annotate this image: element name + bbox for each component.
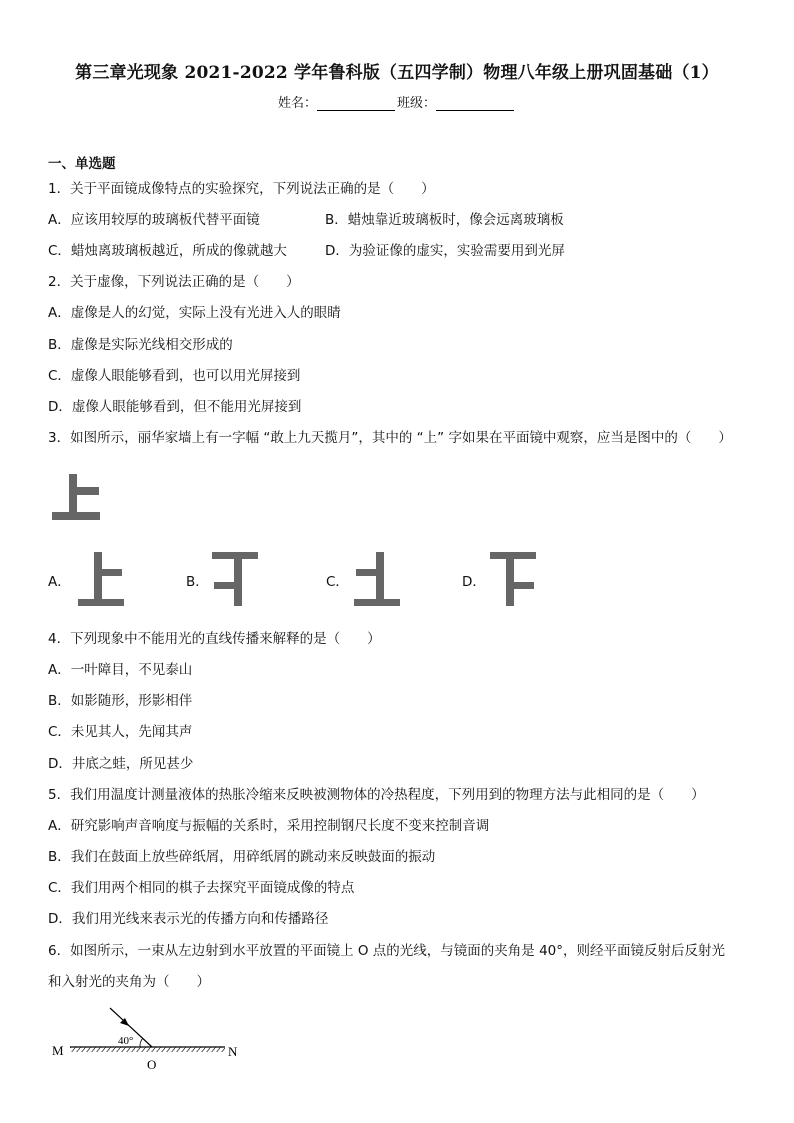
mirror-left-label: M (52, 1043, 64, 1058)
question-1-stem: 1．关于平面镜成像特点的实验探究，下列说法正确的是（ ） (48, 181, 435, 197)
question-2-option-b: B．虚像是实际光线相交形成的 (48, 337, 233, 353)
student-info-row (0, 92, 794, 111)
question-4-option-b: B．如影随形，形影相伴 (48, 693, 193, 709)
question-1-option-b: B．蜡烛靠近玻璃板时，像会远离玻璃板 (325, 212, 564, 228)
question-5-option-a: A．研究影响声音响度与振幅的关系时，采用控制钢尺长度不变来控制音调 (48, 818, 490, 834)
question-4-option-a: A．一叶障目，不见泰山 (48, 662, 193, 678)
option-b-glyph (212, 552, 258, 606)
question-3-option-c-label: C． (326, 574, 349, 590)
question-2-option-a: A．虚像是人的幻觉，实际上没有光进入人的眼睛 (48, 305, 341, 321)
mirror-reflection-figure (40, 1000, 260, 1080)
mirror-right-label: N (228, 1044, 238, 1059)
question-3-option-a-label: A． (48, 574, 71, 590)
mirror-hatching (70, 1047, 225, 1052)
question-2-option-d: D．虚像人眼能够看到，但不能用光屏接到 (48, 399, 302, 415)
question-3-option-d-label: D． (462, 574, 486, 590)
point-o-label: O (147, 1057, 157, 1072)
question-5-stem: 5．我们用温度计测量液体的热胀冷缩来反映被测物体的冷热程度，下列用到的物理方法与此相同的是（ ） (48, 787, 705, 803)
name-label: 姓名： (277, 96, 317, 111)
question-3-stem: 3．如图所示，丽华家墙上有一字幅 “敢上九天揽月”，其中的 “上” 字如果在平面镜中观察，应当是图中的（ ） (48, 430, 732, 446)
option-c-glyph (354, 552, 400, 606)
question-2-stem: 2．关于虚像，下列说法正确的是（ ） (48, 274, 300, 290)
angle-arc (140, 1038, 143, 1047)
option-a-glyph (78, 552, 124, 606)
angle-label: 40° (118, 1035, 134, 1047)
question-6-stem-line-2: 和入射光的夹角为（ ） (48, 974, 210, 990)
class-blank (436, 98, 514, 111)
question-4-option-c: C．未见其人，先闻其声 (48, 724, 193, 740)
question-5-option-b: B．我们在鼓面上放些碎纸屑，用碎纸屑的跳动来反映鼓面的振动 (48, 849, 436, 865)
question-6-stem-line-1: 6．如图所示，一束从左边射到水平放置的平面镜上 O 点的光线，与镜面的夹角是 40°，则经平面镜反射后反射光 (48, 943, 726, 959)
class-label: 班级： (397, 96, 437, 111)
question-3-option-b-label: B． (186, 574, 209, 590)
page-title: 第三章光现象 2021-2022 学年鲁科版（五四学制）物理八年级上册巩固基础（1） (75, 63, 719, 83)
shang-character-figure (52, 474, 100, 520)
option-d-glyph (490, 552, 536, 606)
question-5-option-d: D．我们用光线来表示光的传播方向和传播路径 (48, 911, 329, 927)
name-blank (317, 98, 395, 111)
question-1-option-c: C．蜡烛离玻璃板越近，所成的像就越大 (48, 243, 287, 259)
question-5-option-c: C．我们用两个相同的棋子去探究平面镜成像的特点 (48, 880, 355, 896)
section-heading: 一、单选题 (48, 156, 116, 172)
question-4-stem: 4．下列现象中不能用光的直线传播来解释的是（ ） (48, 631, 381, 647)
question-4-option-d: D．井底之蛙，所见甚少 (48, 756, 194, 772)
question-1-option-a: A．应该用较厚的玻璃板代替平面镜 (48, 212, 260, 228)
question-1-option-d: D．为验证像的虚实，实验需要用到光屏 (325, 243, 565, 259)
question-2-option-c: C．虚像人眼能够看到，也可以用光屏接到 (48, 368, 301, 384)
